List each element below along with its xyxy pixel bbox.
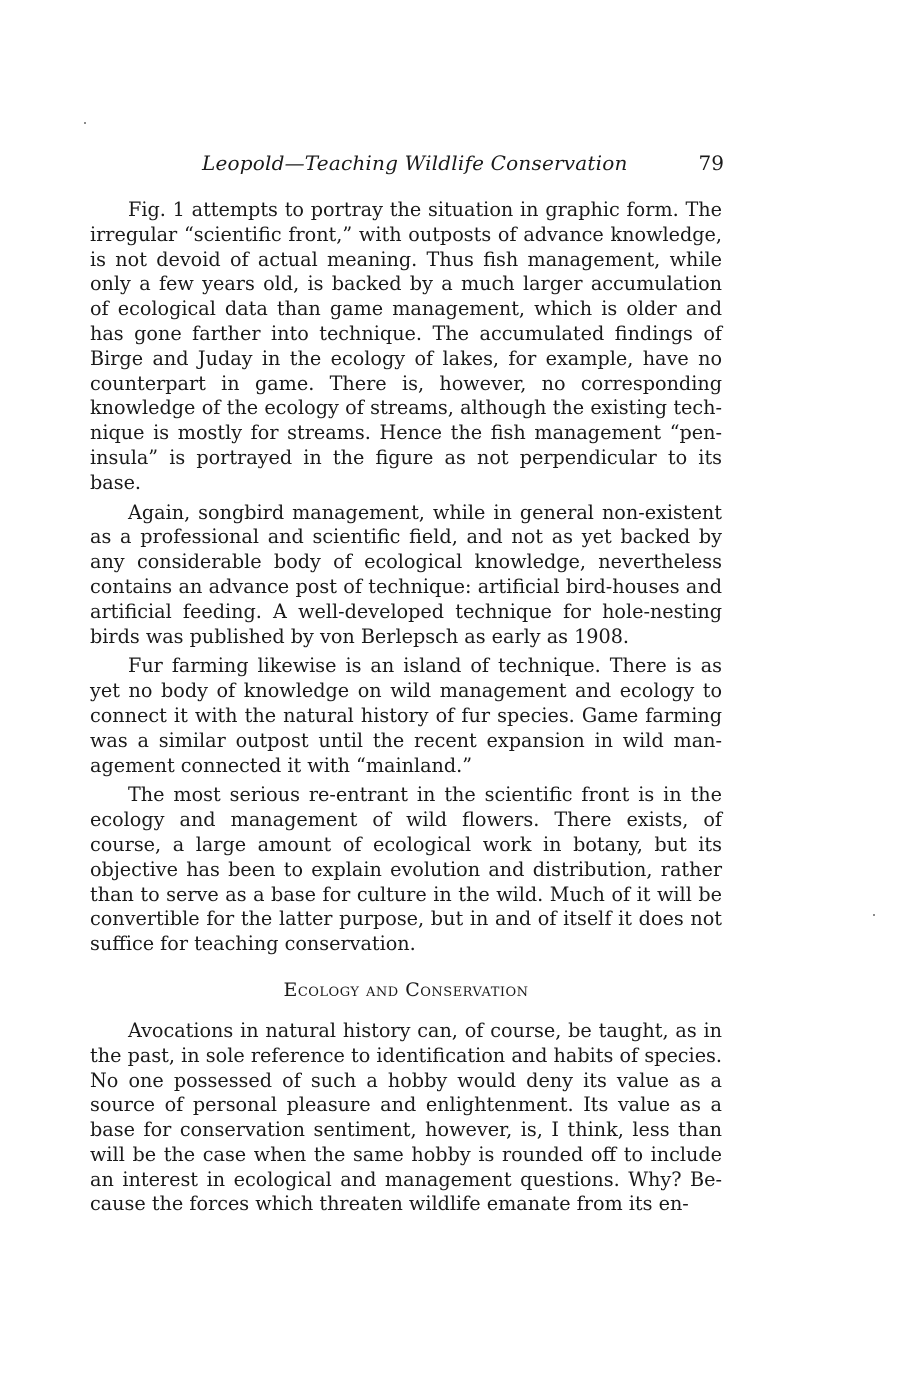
paragraph: Fig. 1 attempts to portray the situation in graphic form. The irregular “scientific front,” with outposts of advance knowledge, is not devoid of actual meaning. Thus fish management, while only a few years old, is backed by a much larger accumulation of ecological data than game management, which is older and has gone farther into technique. The accumulated findings of Birge and Juday in the ecology of lakes, for example, have no counterpart in game. There is, however, no corresponding knowledge of the ecology of streams, although the existing technique is mostly for streams. Hence the fish management “peninsula” is portrayed in the figure as not perpendicular to its base.: [90, 198, 722, 494]
paragraph: The most serious re-entrant in the scientific front is in the ecology and management of wild flowers. There exists, of course, a large amount of ecological work in botany, but its objective has been to explain evolution and distribution, rather than to serve as a base for culture in the wild. Much of it will be convertible for the latter purpose, but in and of itself it does not suffice for teaching conservation.: [90, 783, 722, 956]
paragraph: Again, songbird management, while in general non-existent as a professional and scientific field, and not as yet backed by any considerable body of ecological knowledge, nevertheless contains an advance post of technique: artificial bird-houses and artificial feeding. A well-developed technique for hole-nesting birds was published by von Berlepsch as early as 1908.: [90, 500, 722, 648]
page-number: 79: [698, 151, 724, 175]
paragraph: Fur farming likewise is an island of technique. There is as yet no body of knowledge on wild management and ecology to connect it with the natural history of fur species. Game farming was a similar outpost until the recent expansion in wild management connected it with “mainland.”: [90, 654, 722, 777]
book-page: [90, 148, 722, 1222]
scan-speck: [873, 914, 875, 916]
section-heading: Ecology and Conservation: [283, 978, 529, 1001]
paragraph: Avocations in natural history can, of course, be taught, as in the past, in sole reference to identification and habits of species. No one possessed of such a hobby would deny its value as a source of personal pleasure and enlightenment. Its value as a base for conservation sentiment, however, is, I think, less than will be the case when the same hobby is rounded off to include an interest in ecological and management questions. Why? Because the forces which threaten wildlife emanate from its en-: [90, 1018, 722, 1216]
scan-speck: [84, 122, 86, 124]
running-head: [90, 148, 722, 180]
running-title: Leopold—Teaching Wildlife Conservation: [202, 151, 628, 175]
body-text: [90, 198, 722, 1217]
